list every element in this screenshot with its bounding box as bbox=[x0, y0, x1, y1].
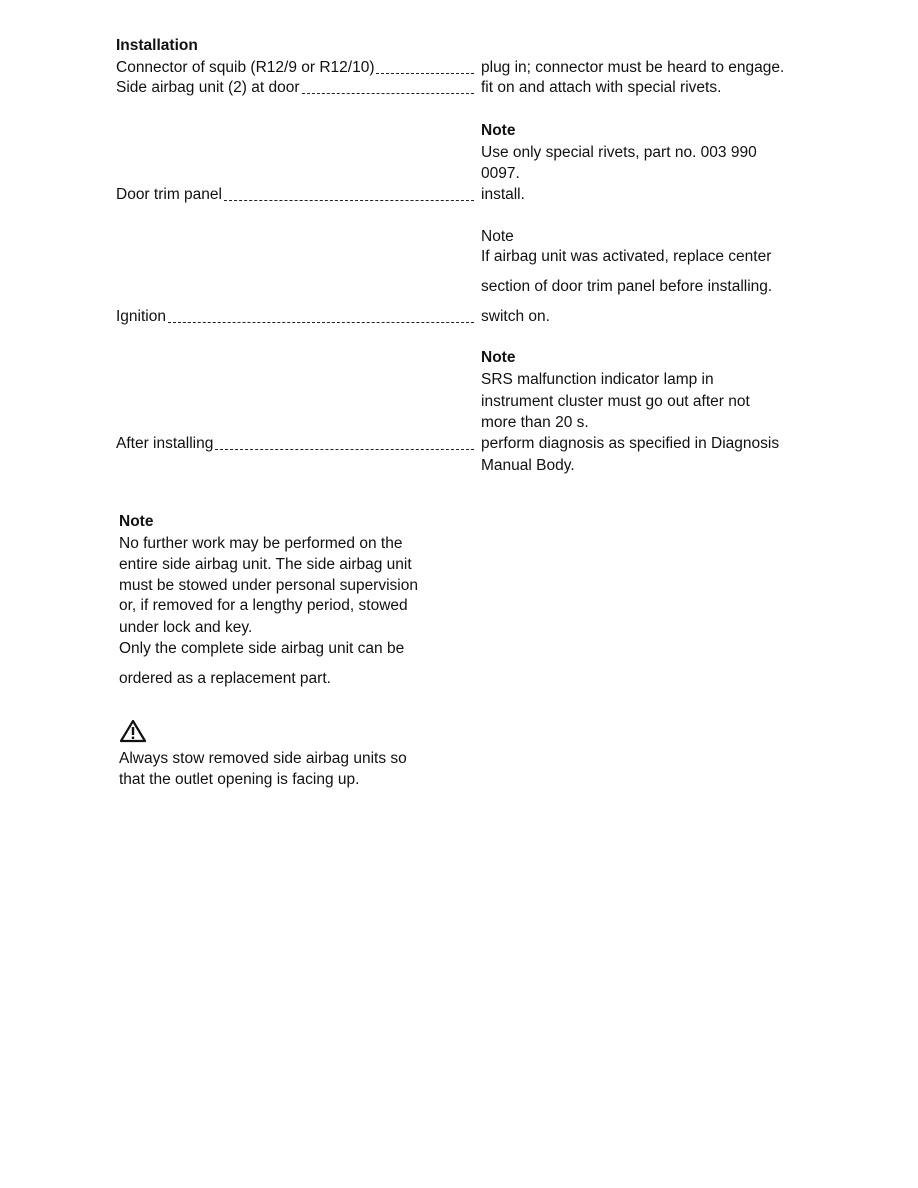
note-srs-line: instrument cluster must go out after not bbox=[481, 393, 750, 410]
note-main-line: ordered as a replacement part. bbox=[119, 670, 331, 687]
step-action: install. bbox=[481, 186, 525, 203]
step-side-airbag bbox=[116, 79, 474, 97]
section-heading: Installation bbox=[116, 37, 198, 54]
step-label: Connector of squib (R12/9 or R12/10) bbox=[116, 59, 375, 76]
note-rivets-line: 0097. bbox=[481, 165, 520, 182]
note-rivets-title: Note bbox=[481, 122, 516, 139]
step-label: After installing bbox=[116, 435, 214, 452]
step-door-trim bbox=[116, 186, 474, 204]
step-action: fit on and attach with special rivets. bbox=[481, 79, 722, 96]
note-trim-line: section of door trim panel before installing. bbox=[481, 278, 773, 295]
note-main-line: or, if removed for a lengthy period, stowed bbox=[119, 597, 408, 614]
step-after-installing bbox=[116, 435, 474, 453]
step-action: switch on. bbox=[481, 308, 550, 325]
note-main-title: Note bbox=[119, 513, 154, 530]
note-main-line: must be stowed under personal supervision bbox=[119, 577, 418, 594]
step-ignition bbox=[116, 308, 474, 326]
step-action: plug in; connector must be heard to engage. bbox=[481, 59, 785, 76]
note-main-line: No further work may be performed on the bbox=[119, 535, 403, 552]
note-rivets-line: Use only special rivets, part no. 003 990 bbox=[481, 144, 757, 161]
note-srs-title: Note bbox=[481, 349, 516, 366]
leader-dots bbox=[376, 72, 474, 74]
warning-line: Always stow removed side airbag units so bbox=[119, 750, 407, 767]
step-label: Side airbag unit (2) at door bbox=[116, 79, 300, 96]
warning-line: that the outlet opening is facing up. bbox=[119, 771, 360, 788]
note-main-line: under lock and key. bbox=[119, 619, 253, 636]
leader-dots bbox=[168, 321, 474, 323]
step-action: perform diagnosis as specified in Diagnosis bbox=[481, 435, 780, 452]
note-trim-title: Note bbox=[481, 228, 514, 245]
leader-dots bbox=[224, 199, 474, 201]
leader-dots bbox=[215, 448, 474, 450]
note-trim-line: If airbag unit was activated, replace center bbox=[481, 248, 772, 265]
note-main-line: entire side airbag unit. The side airbag unit bbox=[119, 556, 412, 573]
note-main-line: Only the complete side airbag unit can be bbox=[119, 640, 405, 657]
note-srs-line: more than 20 s. bbox=[481, 414, 589, 431]
leader-dots bbox=[302, 92, 474, 94]
note-srs-line: SRS malfunction indicator lamp in bbox=[481, 371, 714, 388]
warning-triangle-icon bbox=[119, 719, 147, 743]
step-label: Door trim panel bbox=[116, 186, 222, 203]
step-connector bbox=[116, 59, 474, 77]
step-label: Ignition bbox=[116, 308, 166, 325]
step-action: Manual Body. bbox=[481, 457, 575, 474]
